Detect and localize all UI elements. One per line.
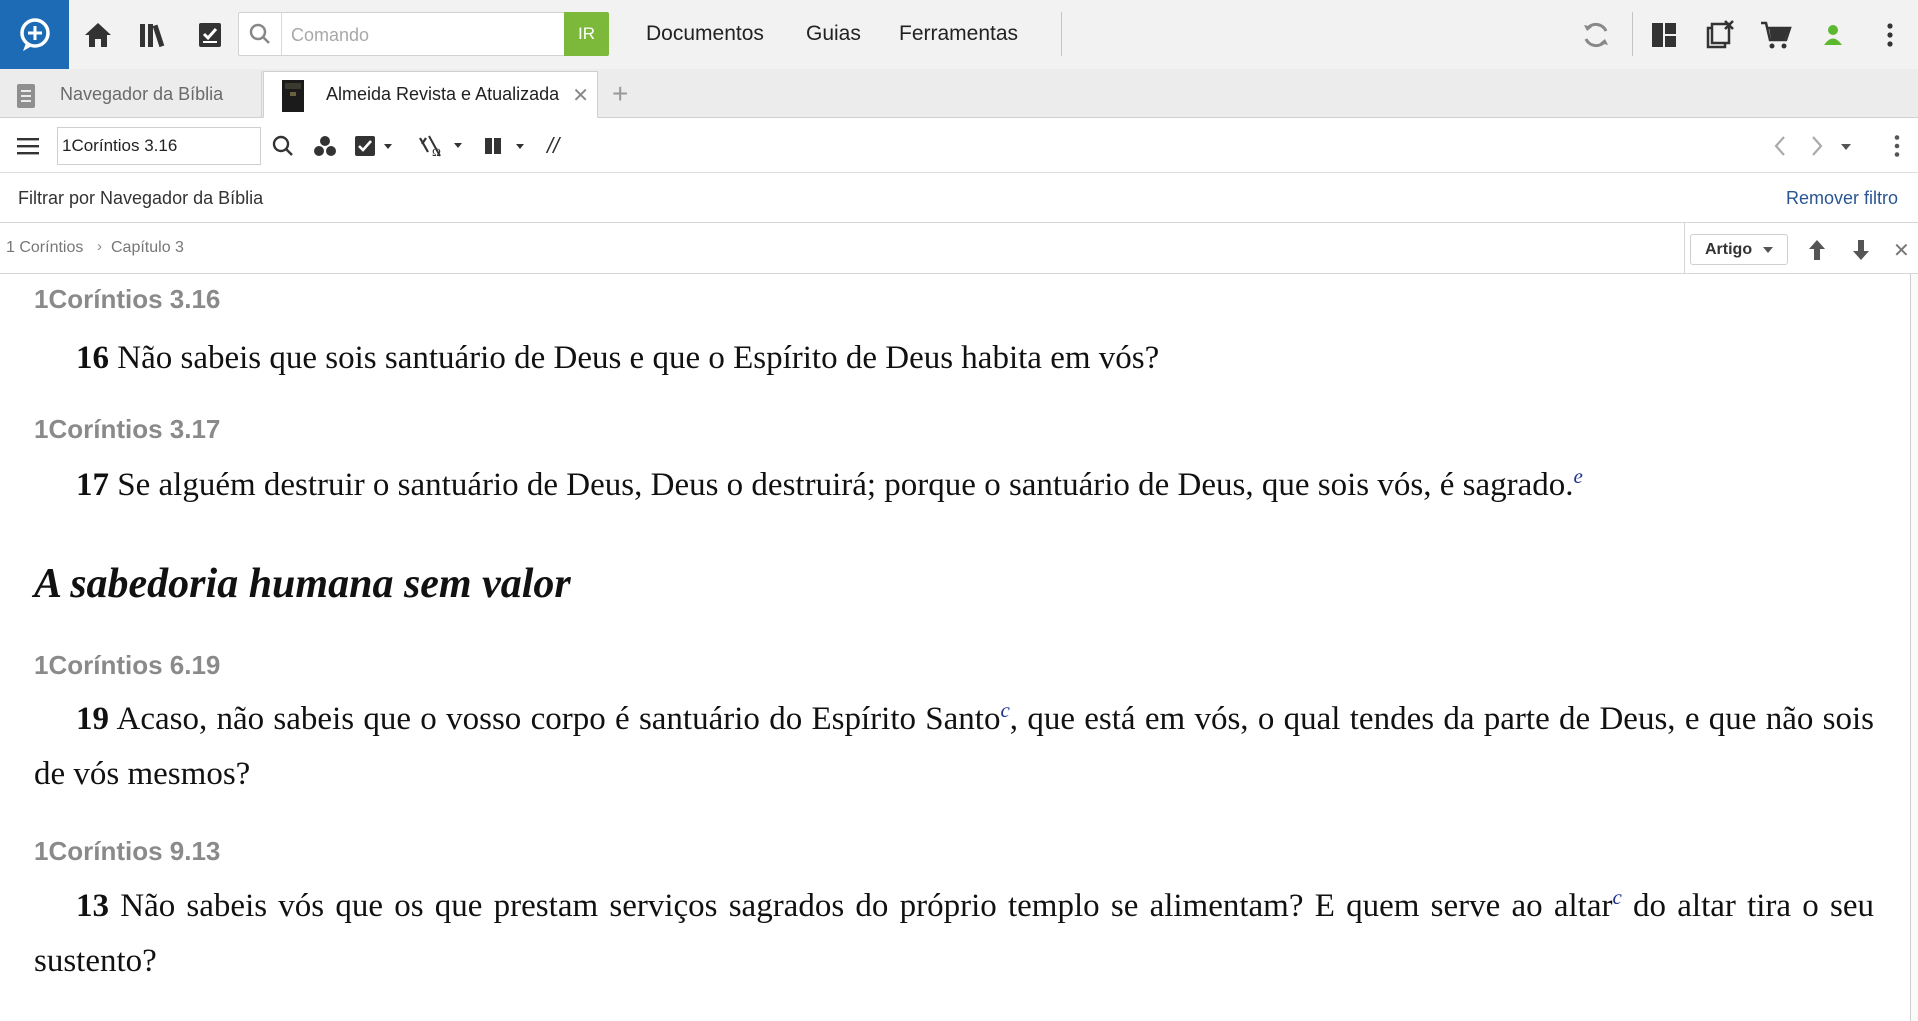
nav-divider (1684, 223, 1685, 274)
menu-ferramentas[interactable]: Ferramentas (899, 22, 1019, 45)
history-dropdown-icon[interactable] (1840, 132, 1852, 160)
filter-bar (0, 173, 1918, 223)
svg-text:Ω: Ω (432, 145, 441, 158)
tab-label: Navegador da Bíblia (60, 84, 224, 104)
layouts-icon[interactable] (1646, 17, 1682, 53)
verse-reference[interactable]: 1Coríntios 9.13 (34, 836, 221, 866)
verse-content: Acaso, não sabeis que o vosso corpo é santuário do Espírito Santo (116, 701, 1001, 737)
tasks-dropdown-icon[interactable] (354, 132, 394, 160)
close-icon[interactable]: ✕ (572, 85, 589, 107)
home-icon[interactable] (80, 17, 116, 53)
remove-filter-link[interactable]: Remover filtro (1785, 188, 1898, 208)
more-vertical-icon[interactable] (1872, 17, 1908, 53)
user-status-icon[interactable] (1815, 17, 1851, 53)
arrow-down-icon[interactable] (1851, 236, 1871, 264)
tab-bar (0, 69, 1918, 118)
menu-documentos[interactable]: Documentos (646, 22, 764, 45)
tasks-icon[interactable] (192, 17, 228, 53)
footnote-marker[interactable]: c (1000, 698, 1010, 722)
close-panels-icon[interactable] (1702, 17, 1738, 53)
breadcrumb-chapter[interactable]: Capítulo 3 (111, 239, 184, 256)
interlinear-dropdown-icon[interactable] (418, 132, 464, 160)
verse-text (34, 331, 1874, 386)
verse-text (34, 692, 1874, 802)
columns-dropdown-icon[interactable] (484, 132, 526, 160)
toolbar-divider (1632, 12, 1633, 56)
verse-content: Se alguém destruir o santuário de Deus, Deus o destruirá; porque o santuário de Deus, que sois vós, é sagrado. (117, 467, 1574, 503)
verse-content: Não sabeis que sois santuário de Deus e que o Espírito de Deus habita em vós? (117, 340, 1160, 376)
add-tab-button[interactable]: + (612, 78, 629, 109)
verse-number: 17 (76, 467, 109, 503)
verse-reference[interactable]: 1Coríntios 6.19 (34, 650, 221, 680)
panel-more-icon[interactable] (1893, 132, 1901, 160)
footnote-marker[interactable]: e (1573, 464, 1583, 488)
command-input[interactable] (289, 21, 593, 49)
panel-toolbar (0, 118, 1918, 173)
top-bar (0, 0, 1918, 69)
chevron-down-icon (1763, 247, 1773, 253)
library-icon[interactable] (136, 17, 172, 53)
command-box (238, 12, 608, 56)
logos-app-icon[interactable] (0, 0, 69, 69)
book-cover-icon (282, 80, 304, 117)
verse-text (34, 879, 1874, 989)
section-heading: A sabedoria humana sem valor (34, 561, 571, 607)
cart-icon[interactable] (1758, 17, 1794, 53)
verse-reference[interactable]: 1Coríntios 3.17 (34, 414, 221, 444)
menu-guias[interactable]: Guias (806, 22, 861, 45)
panel-menu-icon[interactable] (17, 132, 39, 160)
go-button[interactable]: IR (564, 12, 609, 56)
view-select-value: Artigo (1705, 240, 1753, 258)
view-select[interactable] (1690, 234, 1788, 265)
verse-number: 16 (76, 340, 109, 376)
verse-content: Não sabeis vós que os que prestam serviços sagrados do próprio templo se alimentam? E quem serve ao altar (120, 888, 1613, 924)
parallel-resources-button[interactable]: // (547, 133, 560, 158)
scrollbar[interactable] (1910, 274, 1918, 1021)
reference-input[interactable] (57, 127, 261, 165)
visual-filters-icon[interactable] (314, 132, 336, 160)
search-icon[interactable] (272, 132, 294, 160)
document-icon (16, 83, 36, 114)
verse-reference[interactable]: 1Coríntios 3.16 (34, 284, 221, 314)
forward-icon[interactable] (1810, 132, 1824, 160)
verse-number: 13 (76, 888, 109, 924)
sync-icon[interactable] (1578, 17, 1614, 53)
verse-text (34, 458, 1874, 513)
arrow-up-icon[interactable] (1807, 236, 1827, 264)
navigation-bar (0, 223, 1918, 274)
verse-number: 19 (76, 701, 109, 737)
breadcrumb-book[interactable]: 1 Coríntios (6, 239, 84, 256)
menu-divider (1061, 12, 1062, 56)
close-icon[interactable]: ✕ (1893, 239, 1910, 262)
tab-navegador-biblia[interactable] (0, 71, 262, 118)
footnote-marker[interactable]: c (1612, 885, 1622, 909)
tab-label: Almeida Revista e Atualizada (326, 84, 560, 104)
breadcrumb-separator: › (97, 238, 102, 255)
verse-content: do altar tira o seu sustento? (34, 888, 1875, 979)
search-icon (239, 13, 282, 55)
filter-label: Filtrar por Navegador da Bíblia (18, 188, 264, 208)
back-icon[interactable] (1773, 132, 1787, 160)
reading-pane (0, 274, 1910, 1021)
tab-almeida[interactable] (263, 71, 598, 118)
verse-content: , que está em vós, o qual tendes da parte de Deus, e que não sois de vós mesmos? (34, 701, 1874, 792)
